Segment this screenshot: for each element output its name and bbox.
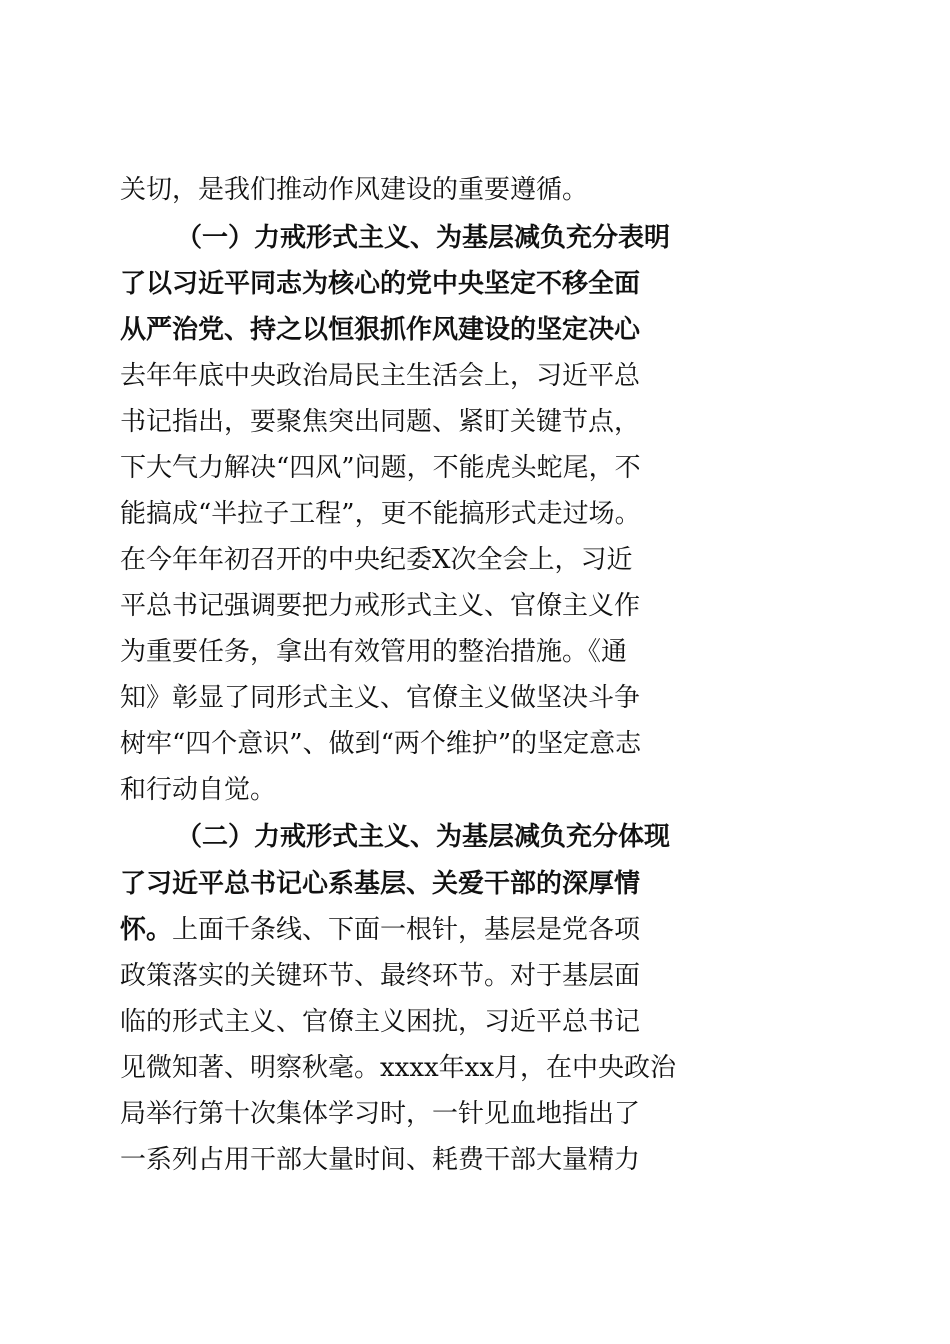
heading-line: （一）力戒形式主义、为基层减负充分表明 (176, 223, 671, 253)
text-line: 关切，是我们推动作风建设的重要遵循。 (120, 175, 589, 205)
text-line: 去年年底中央政治局民主生活会上，习近平总 (120, 361, 641, 391)
mixed-line (120, 907, 812, 953)
text-line: 树牢“四个意识”、做到“两个维护”的坚定意志 (120, 729, 642, 759)
text-line: 局举行第十次集体学习时，一针见血地指出了 (120, 1099, 641, 1129)
heading-line: （二）力戒形式主义、为基层减负充分体现 (176, 822, 671, 852)
text-line: 平总书记强调要把力戒形式主义、官僚主义作 (120, 591, 641, 621)
text-line: 为重要任务，拿出有效管用的整治措施。《通 (120, 637, 628, 667)
text-line: 在今年年初召开的中央纪委X次全会上，习近 (120, 545, 633, 575)
heading-line: 了习近平总书记心系基层、关爱干部的深厚情 (120, 869, 641, 899)
text-line: 书记指出，要聚焦突出同题、紧盯关键节点， (120, 407, 641, 437)
text-line: 见微知著、明察秋毫。xxxx年xx月，在中央政治 (120, 1053, 676, 1083)
text-line: 知》彰显了同形式主义、官僚主义做坚决斗争 (120, 683, 641, 713)
text-line: 下大气力解决“四风”问题，不能虎头蛇尾，不 (120, 453, 641, 483)
heading-tail: 怀。 (120, 915, 173, 945)
text-line: 能搞成“半拉子工程”，更不能搞形式走过场。 (120, 499, 641, 529)
text-line: 一系列占用干部大量时间、耗费干部大量精力 (120, 1145, 641, 1175)
text-line: 和行动自觉。 (120, 775, 277, 805)
text-run: 上面千条线、下面一根针，基层是党各项 (172, 915, 641, 945)
text-line: 政策落实的关键环节、最终环节。对于基层面 (120, 961, 641, 991)
text-line: 临的形式主义、官僚主义困扰，习近平总书记 (120, 1007, 641, 1037)
heading-line: 从严治党、持之以恒狠抓作风建设的坚定决心 (120, 315, 641, 345)
heading-line: 了以习近平同志为核心的党中央坚定不移全面 (120, 269, 641, 299)
